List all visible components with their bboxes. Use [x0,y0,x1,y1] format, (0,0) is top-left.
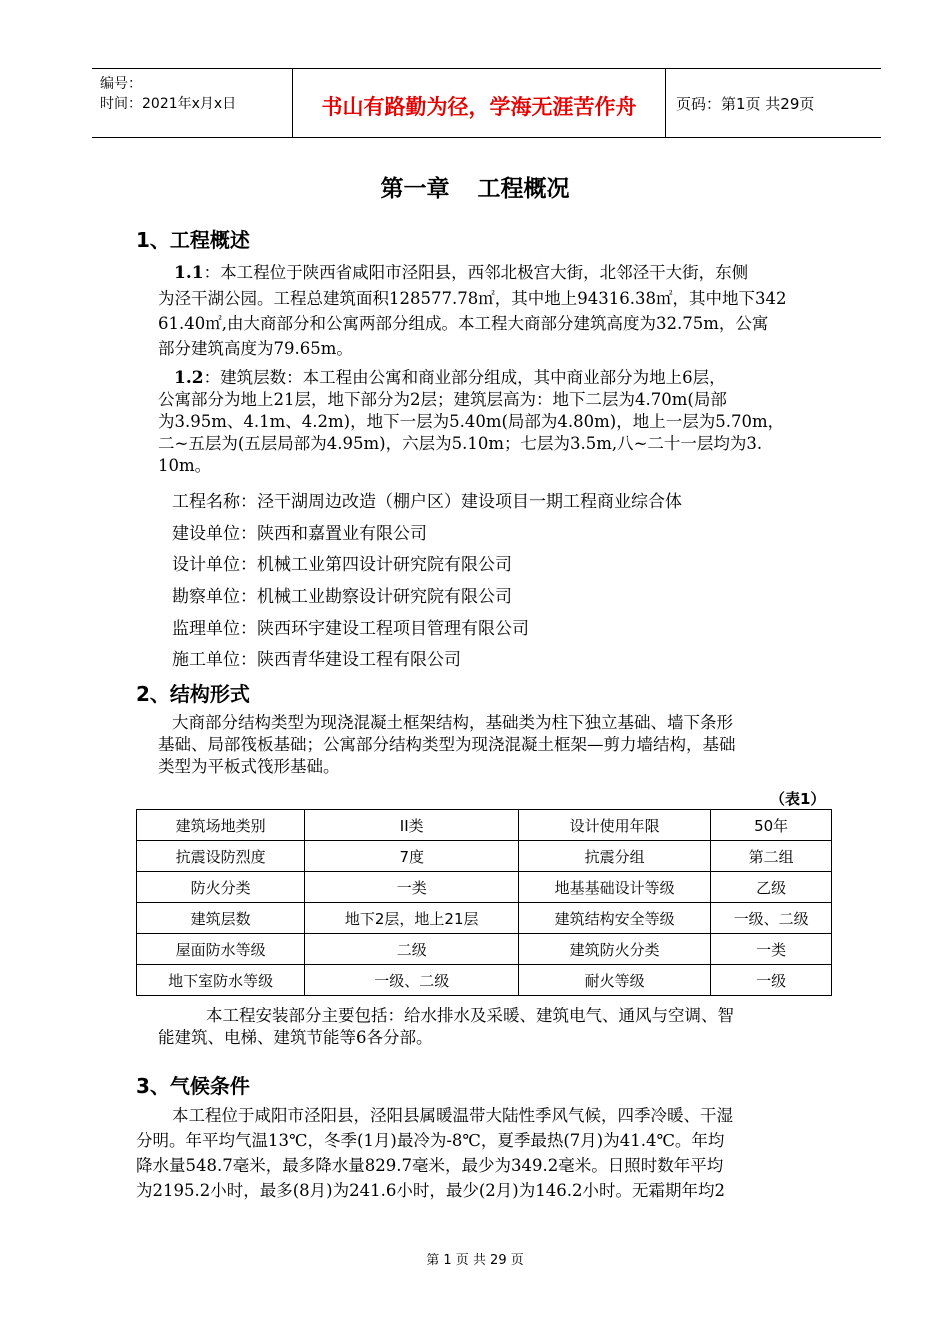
section-heading-2: 2、结构形式 [136,682,250,706]
paragraph-line: 本工程安装部分主要包括：给水排水及采暖、建筑电气、通风与空调、智 [206,1006,734,1025]
paragraph-structure [158,712,852,778]
paragraph-line: 公寓部分为地上21层，地下部分为2层；建筑层高为：地下二层为4.70m(局部 [158,390,727,409]
table-cell: 建筑防火分类 [519,934,711,965]
table-cell: 一类 [711,934,832,965]
header-meta [92,69,293,137]
table-cell: 7度 [305,841,519,872]
paragraph-lead: 1.2 [174,368,204,388]
paragraph-line: 61.40㎡,由大商部分和公寓两部分组成。本工程大商部分建筑高度为32.75m，公寓 [158,314,769,333]
paragraph-line: 能建筑、电梯、建筑节能等6各分部。 [158,1028,433,1047]
spec-table [136,809,832,996]
section-heading-1: 1、工程概述 [136,228,250,252]
page-footer: 第 1 页 共 29 页 [426,1253,524,1268]
paragraph-line: 二~五层为(五层局部为4.95m)，六层为5.10m；七层为3.5m,八~二十一层均为3. [158,434,763,453]
info-designer: 设计单位：机械工业第四设计研究院有限公司 [172,555,512,575]
table-cell: 50年 [711,810,832,841]
chapter-title [0,170,950,203]
table-cell: 建筑场地类别 [137,810,305,841]
paragraph-line: 为2195.2小时，最多(8月)为241.6小时，最少(2月)为146.2小时。无霜期年均2 [136,1181,725,1200]
paragraph-line: 大商部分结构类型为现浇混凝土框架结构，基础类为柱下独立基础、墙下条形 [172,713,733,732]
table-cell: 二级 [305,934,519,965]
page-header [92,68,881,138]
info-supervisor: 监理单位：陕西环宇建设工程项目管理有限公司 [172,619,529,639]
table-cell: 屋面防水等级 [137,934,305,965]
table-cell: 一级、二级 [711,903,832,934]
table-cell: 建筑层数 [137,903,305,934]
table-cell: II类 [305,810,519,841]
table-cell: 抗震设防烈度 [137,841,305,872]
paragraph-line: 为3.95m、4.1m、4.2m)，地下一层为5.40m(局部为4.80m)，地上一层为5.70m， [158,412,785,431]
chapter-number: 第一章 [380,176,450,202]
paragraph-line: 部分建筑高度为79.65m。 [158,339,353,358]
header-motto: 书山有路勤为径，学海无涯苦作舟 [321,95,637,119]
paragraph-line: 1.2：建筑层数：本工程由公寓和商业部分组成，其中商业部分为地上6层， [174,368,726,388]
paragraph-line: 为泾干湖公园。工程总建筑面积128577.78㎡，其中地上94316.38㎡，其中地下342 [158,289,787,308]
table-cell: 乙级 [711,872,832,903]
table-cell: 耐火等级 [519,965,711,996]
table-cell: 设计使用年限 [519,810,711,841]
table-cell: 防火分类 [137,872,305,903]
info-owner: 建设单位：陕西和嘉置业有限公司 [172,524,427,544]
table-cell: 抗震分组 [519,841,711,872]
table-caption: （表1） [770,790,826,808]
chapter-name: 工程概况 [477,176,570,202]
paragraph-lead: 1.1 [174,263,204,283]
table-row [137,934,832,965]
paragraph-installation [158,1005,846,1049]
paragraph-line: 本工程位于咸阳市泾阳县，泾阳县属暖温带大陆性季风气候，四季冷暖、干湿 [172,1106,733,1125]
table-cell: 地下2层，地上21层 [305,903,519,934]
header-page-cell [666,69,881,137]
time-label: 时间：2021年x月x日 [100,96,237,112]
table-row [137,903,832,934]
table-cell: 地下室防水等级 [137,965,305,996]
paragraph-1-1 [158,260,848,361]
table-cell: 一级 [711,965,832,996]
paragraph-line: 基础、局部筏板基础；公寓部分结构类型为现浇混凝土框架—剪力墙结构，基础 [158,735,736,754]
table-cell: 地基基础设计等级 [519,872,711,903]
paragraph-line: 降水量548.7毫米，最多降水量829.7毫米，最少为349.2毫米。日照时数年平均 [136,1156,724,1175]
paragraph-line: 类型为平板式筏形基础。 [158,757,340,776]
paragraph-1-2 [158,367,848,477]
paragraph-line: 10m。 [158,456,212,475]
table-row [137,965,832,996]
header-motto-cell [293,69,666,137]
paragraph-line: 1.1：本工程位于陕西省咸阳市泾阳县，西邻北极宫大街，北邻泾干大街，东侧 [174,263,749,283]
table-cell: 建筑结构安全等级 [519,903,711,934]
paragraph-climate [136,1103,852,1203]
table-row [137,872,832,903]
header-page-label: 页码：第1页 共29页 [676,95,815,113]
table-row [137,841,832,872]
info-contractor: 施工单位：陕西青华建设工程有限公司 [172,650,461,670]
table-cell: 一级、二级 [305,965,519,996]
number-label: 编号： [100,76,142,92]
info-survey: 勘察单位：机械工业勘察设计研究院有限公司 [172,587,512,607]
paragraph-line: 分明。年平均气温13℃，冬季(1月)最冷为-8℃，夏季最热(7月)为41.4℃。年均 [136,1131,725,1150]
table-cell: 一类 [305,872,519,903]
section-heading-3: 3、气候条件 [136,1074,250,1098]
info-project-name: 工程名称：泾干湖周边改造（棚户区）建设项目一期工程商业综合体 [172,492,682,512]
table-cell: 第二组 [711,841,832,872]
table-row [137,810,832,841]
